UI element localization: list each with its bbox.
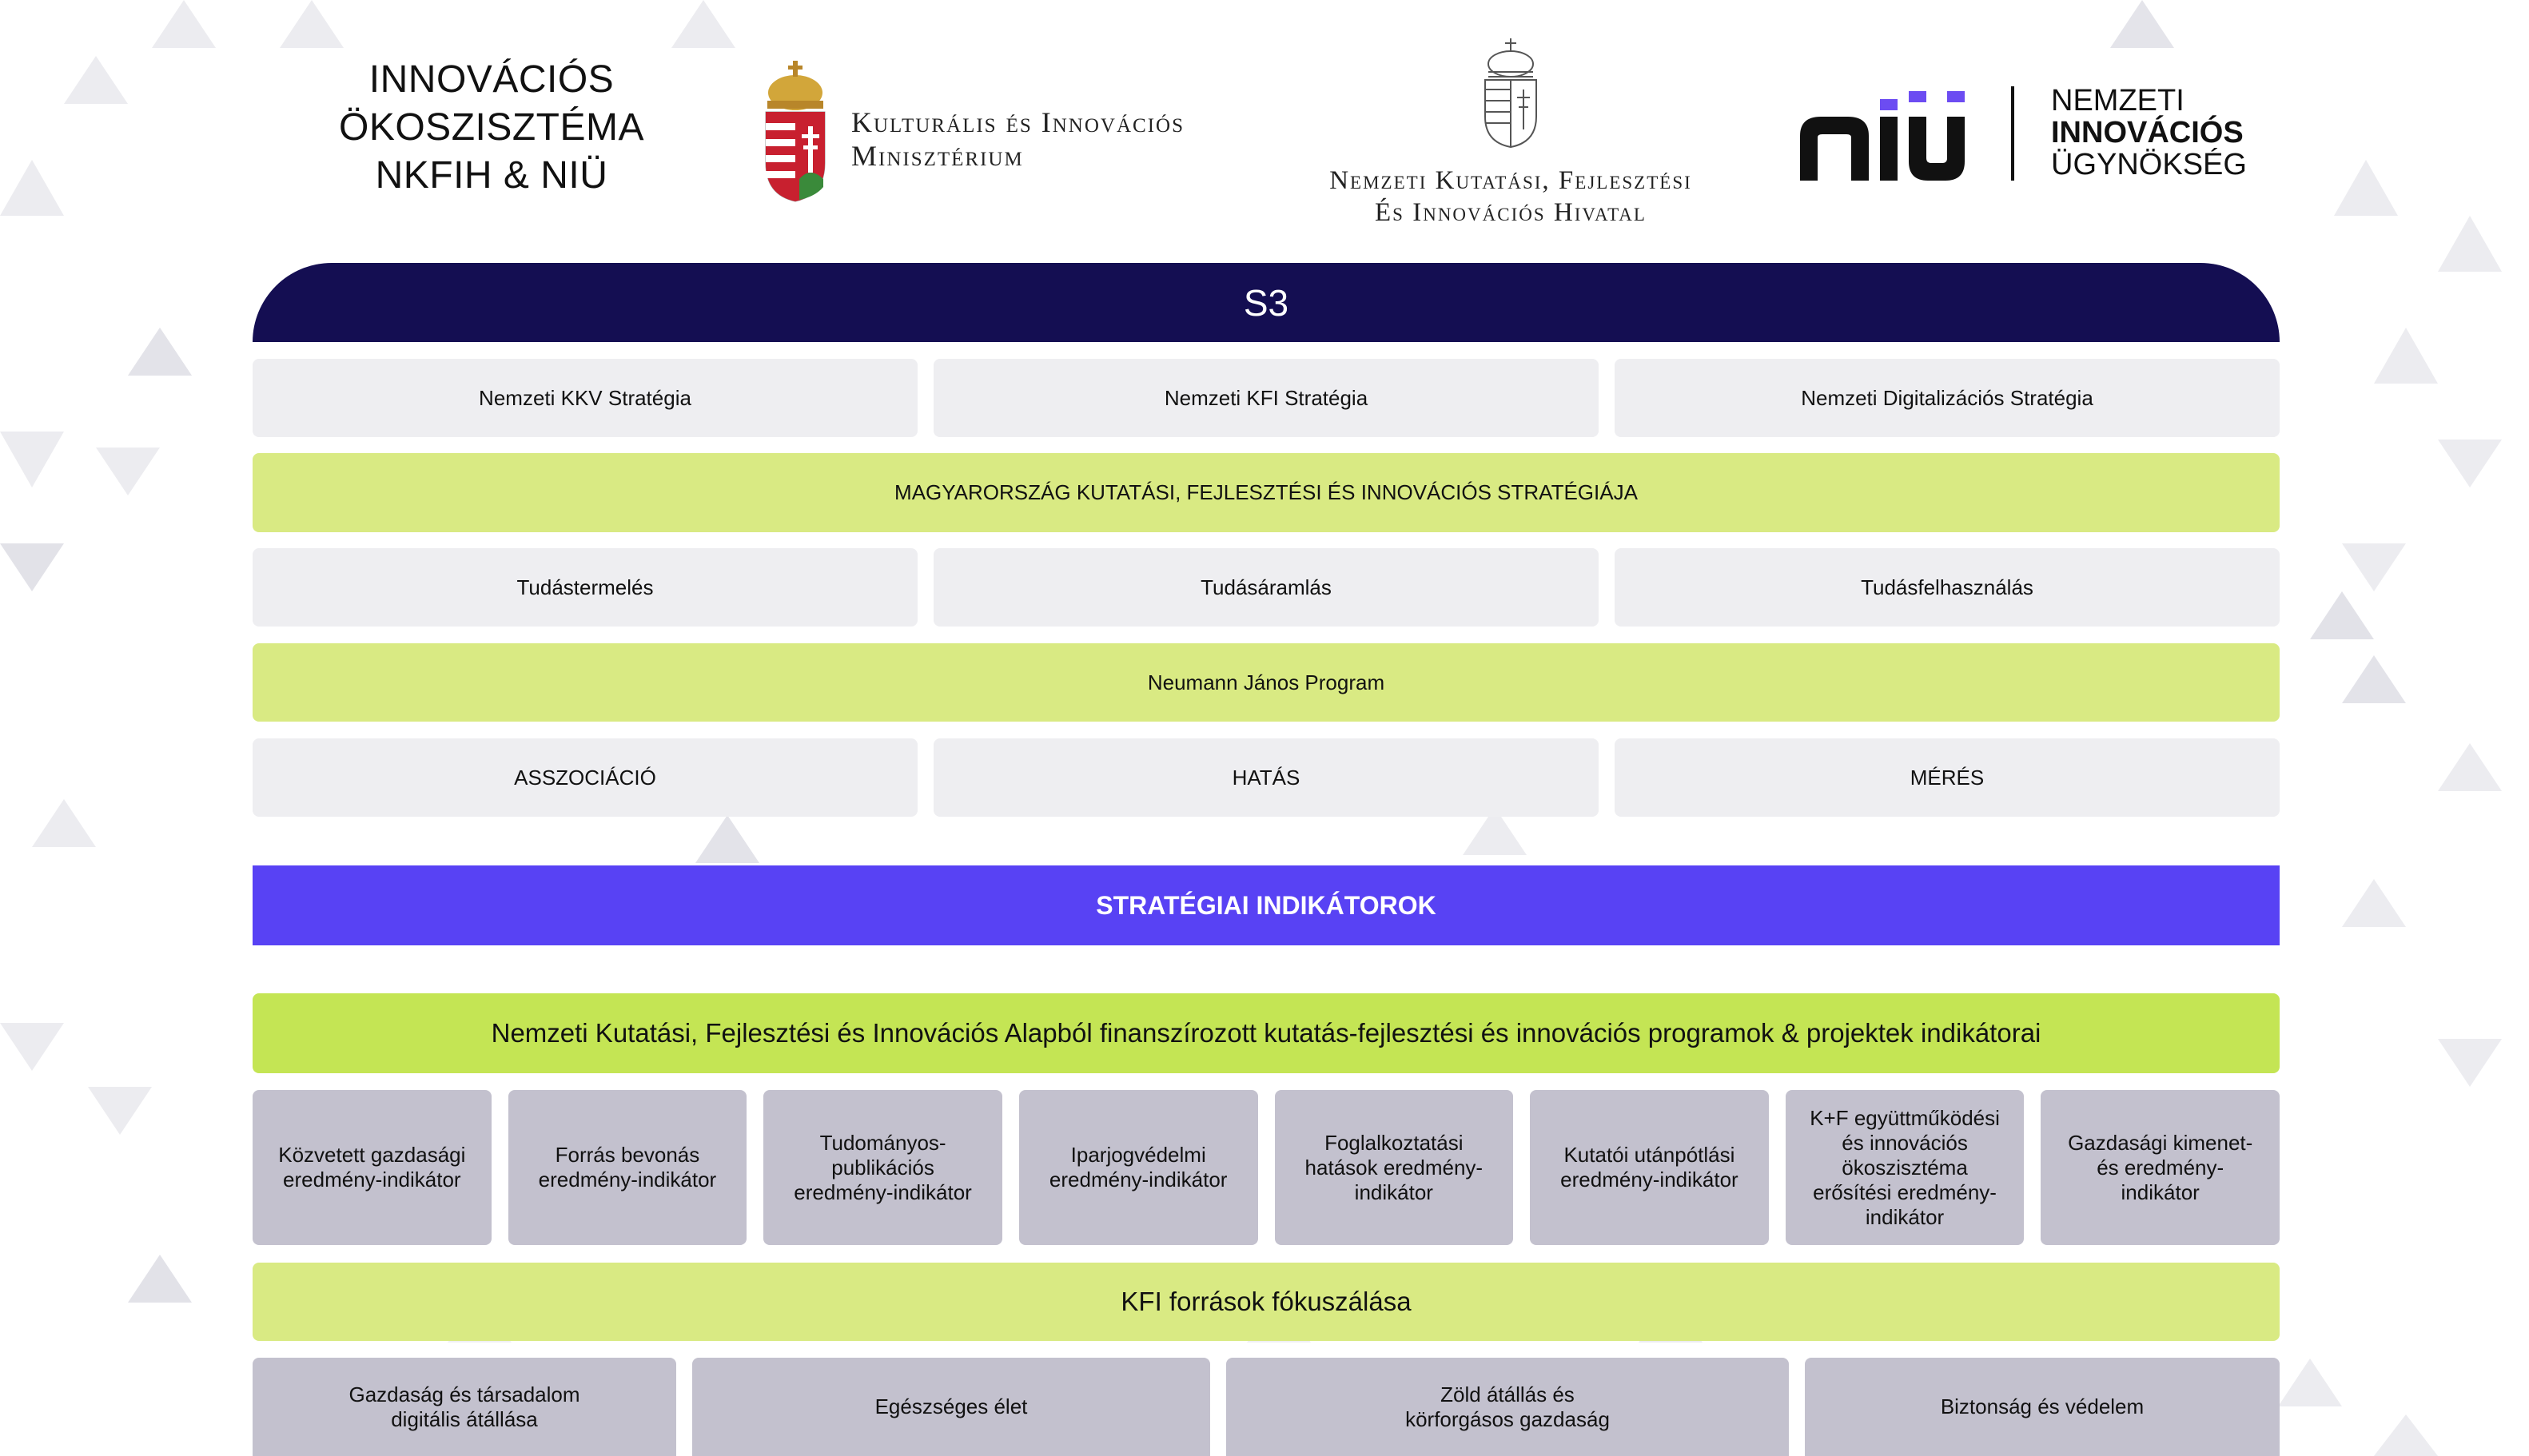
fund-indicators-band: Nemzeti Kutatási, Fejlesztési és Innovációs Alapból finanszírozott kutatás-fejlesztési és innovációs programok & projektek indikátorai bbox=[253, 993, 2280, 1073]
indicator-box: Tudományos- publikációs eredmény-indikátor bbox=[763, 1090, 1002, 1245]
pillar-box: HATÁS bbox=[934, 738, 1599, 817]
hungarian-coat-of-arms-outline-icon bbox=[1479, 37, 1543, 149]
indicator-box: Foglalkoztatási hatások eredmény- indikátor bbox=[1275, 1090, 1514, 1245]
kim-logo-line: Kulturális és Innovációs bbox=[851, 106, 1185, 138]
strategies-row bbox=[253, 359, 2280, 437]
niu-logo-line: NEMZETI bbox=[2051, 84, 2184, 117]
niu-logo-divider bbox=[2011, 86, 2014, 181]
main-strategy-band: MAGYARORSZÁG KUTATÁSI, FEJLESZTÉSI ÉS INNOVÁCIÓS STRATÉGIÁJA bbox=[253, 453, 2280, 532]
indicator-box: K+F együttműködési és innovációs ökoszisztéma erősítési eredmény- indikátor bbox=[1786, 1090, 2025, 1245]
focus-area-box: Gazdaság és társadalom digitális átállása bbox=[253, 1358, 676, 1456]
knowledge-box: Tudásfelhasználás bbox=[1615, 548, 2280, 627]
knowledge-box: Tudástermelés bbox=[253, 548, 918, 627]
indicator-box: Forrás bevonás eredmény-indikátor bbox=[508, 1090, 747, 1245]
focus-areas-row bbox=[253, 1358, 2280, 1456]
nkfih-logo-line: És Innovációs Hivatal bbox=[1375, 198, 1647, 227]
knowledge-row bbox=[253, 548, 2280, 627]
niu-logo bbox=[1797, 78, 2260, 190]
header-title-line: NKFIH & NIÜ bbox=[375, 154, 608, 197]
kim-logo-line: Minisztérium bbox=[851, 140, 1024, 172]
header-title-line: INNOVÁCIÓS bbox=[368, 58, 615, 101]
indicator-box: Közvetett gazdasági eredmény-indikátor bbox=[253, 1090, 492, 1245]
s3-label: S3 bbox=[1243, 281, 1289, 324]
nkfih-logo-line: Nemzeti Kutatási, Fejlesztési bbox=[1329, 166, 1692, 195]
strategy-box: Nemzeti Digitalizációs Stratégia bbox=[1615, 359, 2280, 437]
pillars-row bbox=[253, 738, 2280, 817]
focus-band: KFI források fókuszálása bbox=[253, 1263, 2280, 1341]
s3-header bbox=[253, 263, 2280, 342]
indicators-row bbox=[253, 1090, 2280, 1245]
header-title bbox=[288, 56, 695, 200]
pillar-box: ASSZOCIÁCIÓ bbox=[253, 738, 918, 817]
strategy-box: Nemzeti KKV Stratégia bbox=[253, 359, 918, 437]
header-title-line: ÖKOSZISZTÉMA bbox=[338, 106, 645, 149]
focus-area-box: Egészséges élet bbox=[692, 1358, 1210, 1456]
knowledge-box: Tudásáramlás bbox=[934, 548, 1599, 627]
strategy-box: Nemzeti KFI Stratégia bbox=[934, 359, 1599, 437]
nkfih-logo bbox=[1311, 37, 1711, 237]
niu-logo-line: INNOVÁCIÓS bbox=[2051, 116, 2244, 149]
focus-area-box: Zöld átállás és körforgásos gazdaság bbox=[1226, 1358, 1789, 1456]
strategic-indicators-band: STRATÉGIAI INDIKÁTOROK bbox=[253, 865, 2280, 945]
program-band: Neumann János Program bbox=[253, 643, 2280, 722]
hungarian-coat-of-arms-icon bbox=[759, 59, 831, 203]
focus-area-box: Biztonság és védelem bbox=[1805, 1358, 2280, 1456]
kim-logo bbox=[759, 59, 1255, 207]
indicator-box: Iparjogvédelmi eredmény-indikátor bbox=[1019, 1090, 1258, 1245]
niu-logo-mark-icon bbox=[1797, 78, 1973, 182]
niu-logo-line: ÜGYNÖKSÉG bbox=[2051, 148, 2247, 181]
indicator-box: Gazdasági kimenet- és eredmény- indikátor bbox=[2041, 1090, 2280, 1245]
indicator-box: Kutatói utánpótlási eredmény-indikátor bbox=[1530, 1090, 1769, 1245]
pillar-box: MÉRÉS bbox=[1615, 738, 2280, 817]
